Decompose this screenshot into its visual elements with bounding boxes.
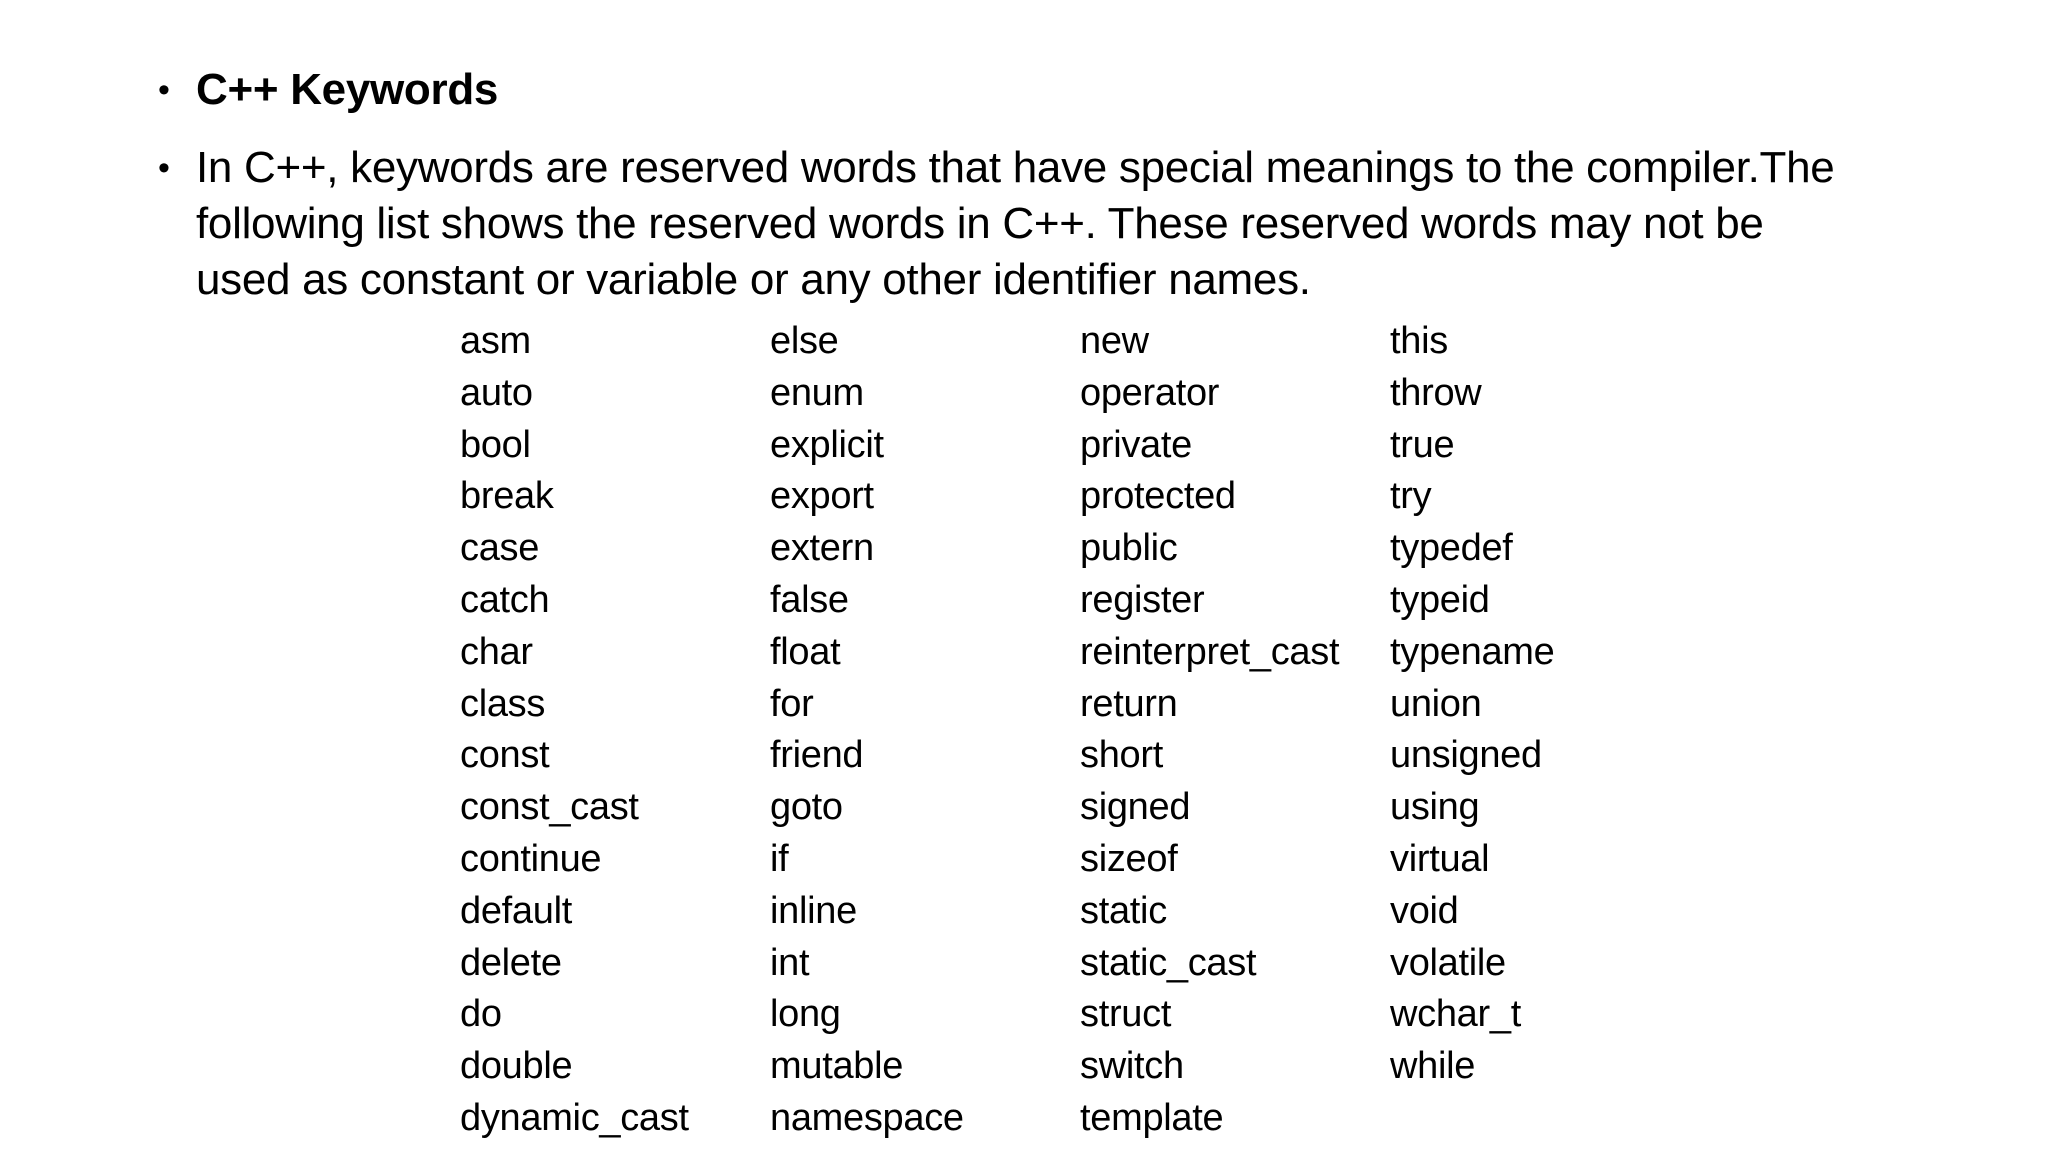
keyword: true [1390, 423, 1455, 466]
keyword: switch [1080, 1045, 1184, 1088]
keywords-column-3 [1080, 316, 1390, 1145]
keyword: class [460, 682, 546, 725]
keyword: typeid [1390, 578, 1490, 621]
keyword: float [770, 630, 841, 673]
keyword: throw [1390, 371, 1482, 414]
keyword: public [1080, 527, 1178, 570]
keyword: long [770, 993, 841, 1036]
heading-bullet [158, 62, 498, 118]
keyword: delete [460, 941, 562, 984]
keyword: default [460, 889, 572, 932]
keyword: export [770, 475, 874, 518]
keyword: unsigned [1390, 734, 1542, 777]
intro-text: In C++, keywords are reserved words that have special meanings to the compiler.The following list shows the reserved words in C++. These reserved words may not be used as constant or variable or any other identifier names. [196, 143, 1835, 304]
keyword: new [1080, 320, 1149, 362]
keyword: short [1080, 734, 1163, 777]
keyword: reinterpret_cast [1080, 630, 1340, 673]
keyword: void [1390, 889, 1459, 932]
keyword: wchar_t [1390, 993, 1521, 1036]
keyword: extern [770, 527, 874, 570]
keyword: static_cast [1080, 941, 1257, 984]
keyword: struct [1080, 993, 1172, 1036]
keyword: false [770, 578, 849, 621]
keywords-table [460, 316, 1700, 1145]
keyword: virtual [1390, 837, 1490, 880]
keyword: namespace [770, 1096, 964, 1139]
keyword: char [460, 630, 533, 673]
keyword: private [1080, 423, 1192, 466]
keyword: volatile [1390, 941, 1506, 984]
keyword: break [460, 475, 554, 518]
keyword: int [770, 941, 810, 984]
keyword: sizeof [1080, 837, 1178, 880]
keyword: double [460, 1045, 573, 1088]
keyword: for [770, 682, 814, 725]
keyword: register [1080, 578, 1205, 621]
bullet-marker: • [158, 71, 170, 109]
keyword: explicit [770, 423, 884, 466]
heading-text: C++ Keywords [196, 65, 499, 114]
keyword: template [1080, 1096, 1224, 1139]
keyword: static [1080, 889, 1167, 932]
keyword: typedef [1390, 527, 1513, 570]
keyword: case [460, 527, 540, 570]
intro-bullet [158, 140, 1856, 308]
keyword: dynamic_cast [460, 1096, 689, 1139]
keyword: friend [770, 734, 864, 777]
keyword: continue [460, 837, 602, 880]
keyword: bool [460, 423, 531, 466]
keyword: mutable [770, 1045, 904, 1088]
keywords-column-4 [1390, 316, 1700, 1145]
keyword: if [770, 837, 789, 880]
keyword: enum [770, 371, 864, 414]
keyword: operator [1080, 371, 1220, 414]
bullet-marker: • [158, 149, 170, 187]
keyword: inline [770, 889, 857, 932]
keywords-column-1 [460, 316, 770, 1145]
keywords-column-2 [770, 316, 1080, 1145]
keyword: auto [460, 371, 533, 414]
keyword: try [1390, 475, 1432, 518]
keyword: this [1390, 320, 1448, 362]
keyword: asm [460, 320, 531, 362]
keyword: return [1080, 682, 1178, 725]
keyword: signed [1080, 786, 1191, 829]
keyword: const_cast [460, 786, 639, 829]
keyword: do [460, 993, 502, 1036]
keyword: while [1390, 1045, 1476, 1088]
keyword: union [1390, 682, 1482, 725]
keyword: protected [1080, 475, 1236, 518]
keyword: catch [460, 578, 550, 621]
keyword: goto [770, 786, 843, 829]
keyword: const [460, 734, 550, 777]
keyword: else [770, 320, 839, 362]
keyword: typename [1390, 630, 1555, 673]
keyword: using [1390, 786, 1480, 829]
